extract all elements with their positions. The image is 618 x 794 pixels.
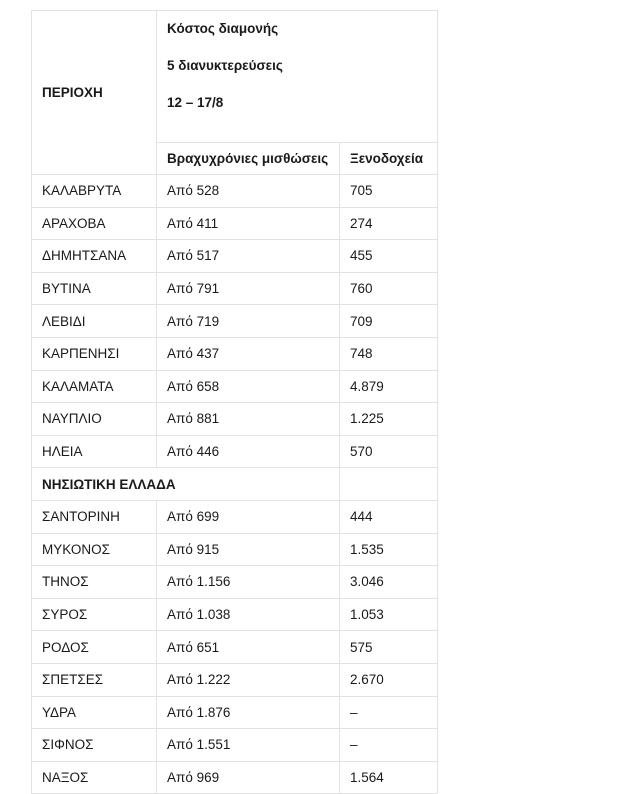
region-cell: ΣΠΕΤΣΕΣ [32,663,157,696]
hotels-cell: 1.225 [340,403,438,436]
table-row [32,207,438,240]
hotels-cell: 274 [340,207,438,240]
table-row [32,729,438,762]
region-cell: ΔΗΜΗΤΣΑΝΑ [32,240,157,273]
short-term-cell: Από 1.156 [157,566,340,599]
short-term-cell: Από 1.876 [157,696,340,729]
region-cell: ΛΕΒΙΔΙ [32,305,157,338]
table-row [32,240,438,273]
table-row [32,337,438,370]
hotels-header: Ξενοδοχεία [340,143,438,175]
hotels-cell: 4.879 [340,370,438,403]
short-term-cell: Από 411 [157,207,340,240]
table-row [32,663,438,696]
region-cell: ΤΗΝΟΣ [32,566,157,599]
short-term-cell: Από 437 [157,337,340,370]
region-cell: ΡΟΔΟΣ [32,631,157,664]
section-empty-cell [340,468,438,501]
short-term-cell: Από 528 [157,175,340,208]
table-row [32,403,438,436]
table-row [32,533,438,566]
region-cell: ΝΑΥΠΛΙΟ [32,403,157,436]
short-term-cell: Από 446 [157,435,340,468]
short-term-header: Βραχυχρόνιες μισθώσεις [157,143,340,175]
hotels-cell: 748 [340,337,438,370]
short-term-cell: Από 1.222 [157,663,340,696]
cost-header [157,11,438,143]
hotels-cell: 444 [340,500,438,533]
short-term-cell: Από 719 [157,305,340,338]
region-cell: ΚΑΡΠΕΝΗΣΙ [32,337,157,370]
short-term-cell: Από 651 [157,631,340,664]
table-row [32,566,438,599]
region-cell: ΒΥΤΙΝΑ [32,272,157,305]
short-term-cell: Από 1.038 [157,598,340,631]
table-row [32,305,438,338]
dates-label: 12 – 17/8 [167,95,224,110]
section-row [32,468,438,501]
short-term-cell: Από 915 [157,533,340,566]
table-row [32,435,438,468]
short-term-cell: Από 1.551 [157,729,340,762]
nights-label: 5 διανυκτερεύσεις [167,58,283,73]
table-row [32,598,438,631]
table-row [32,500,438,533]
region-header: ΠΕΡΙΟΧΗ [32,11,157,175]
table-row [32,272,438,305]
short-term-cell: Από 969 [157,761,340,794]
region-cell: ΜΥΚΟΝΟΣ [32,533,157,566]
short-term-cell: Από 791 [157,272,340,305]
region-cell: ΣΙΦΝΟΣ [32,729,157,762]
region-cell: ΑΡΑΧΟΒΑ [32,207,157,240]
hotels-cell: 1.053 [340,598,438,631]
region-cell: ΥΔΡΑ [32,696,157,729]
hotels-cell: – [340,696,438,729]
region-cell: ΚΑΛΑΒΡΥΤΑ [32,175,157,208]
region-cell: ΣΥΡΟΣ [32,598,157,631]
hotels-cell: 455 [340,240,438,273]
hotels-cell: 760 [340,272,438,305]
region-cell: ΚΑΛΑΜΑΤΑ [32,370,157,403]
hotels-cell: – [340,729,438,762]
hotels-cell: 1.535 [340,533,438,566]
header-row [32,11,438,143]
region-cell: ΝΑΞΟΣ [32,761,157,794]
hotels-cell: 575 [340,631,438,664]
hotels-cell: 709 [340,305,438,338]
table-row [32,696,438,729]
region-cell: ΗΛΕΙΑ [32,435,157,468]
hotels-cell: 1.564 [340,761,438,794]
island-section-title: ΝΗΣΙΩΤΙΚΗ ΕΛΛΑΔΑ [32,468,340,501]
hotels-cell: 705 [340,175,438,208]
short-term-cell: Από 881 [157,403,340,436]
hotels-cell: 2.670 [340,663,438,696]
table-row [32,175,438,208]
hotels-cell: 570 [340,435,438,468]
region-cell: ΣΑΝΤΟΡΙΝΗ [32,500,157,533]
accommodation-cost-table [31,10,438,794]
short-term-cell: Από 517 [157,240,340,273]
short-term-cell: Από 658 [157,370,340,403]
table-row [32,370,438,403]
table-row [32,631,438,664]
hotels-cell: 3.046 [340,566,438,599]
short-term-cell: Από 699 [157,500,340,533]
cost-title: Κόστος διαμονής [167,21,279,36]
